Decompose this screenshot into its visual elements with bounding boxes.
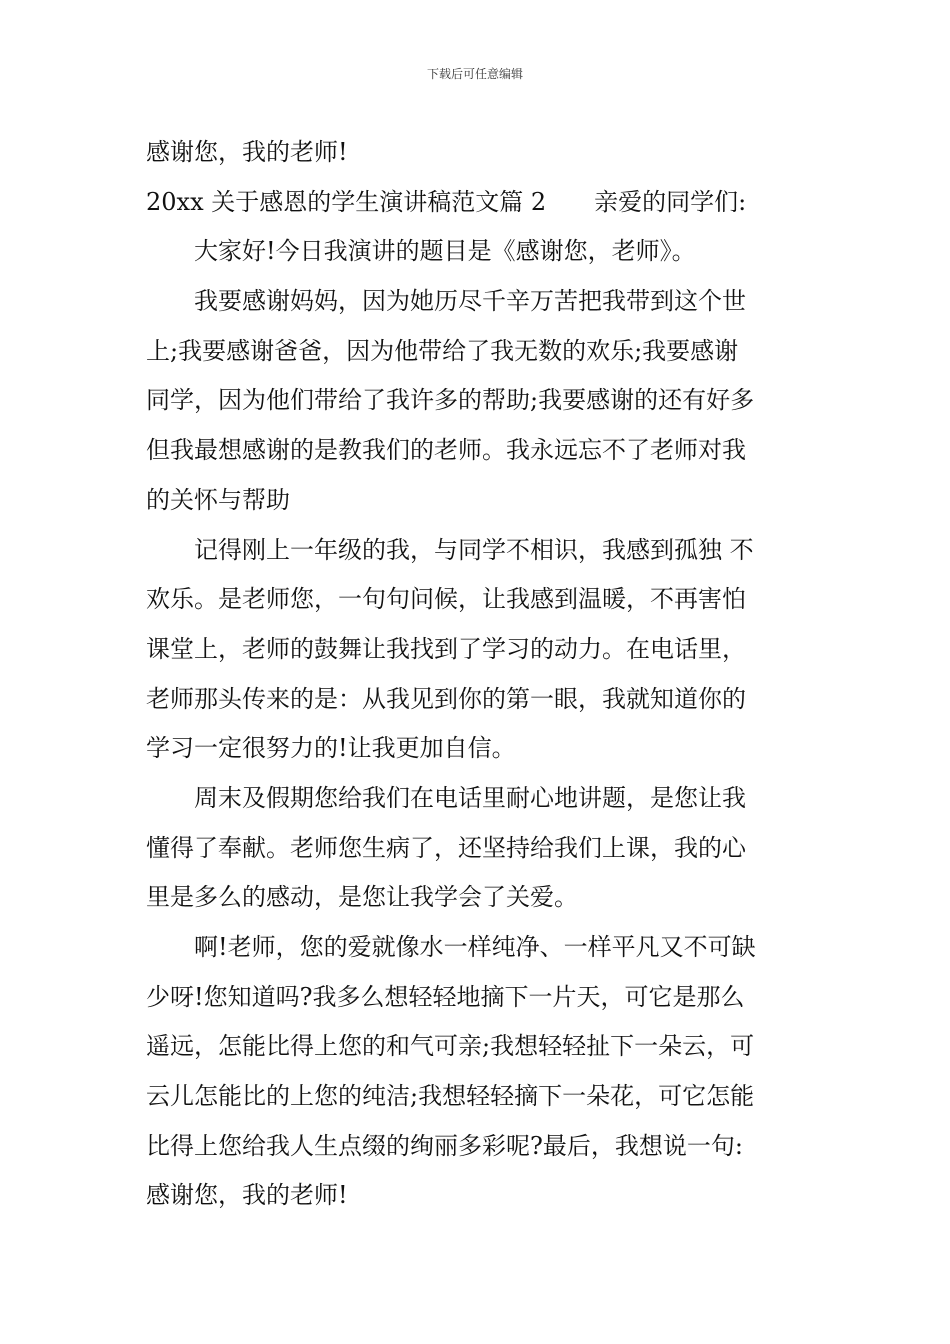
text-line: 课堂上，老师的鼓舞让我找到了学习的动力。在电话里， bbox=[146, 634, 746, 663]
text-line: 20xx 关于感恩的学生演讲稿范文篇 2 亲爱的同学们: bbox=[146, 187, 747, 216]
text-line: 学习一定很努力的!让我更加自信。 bbox=[146, 734, 516, 763]
text-line: 的关怀与帮助 bbox=[146, 485, 290, 514]
text-line: 但我最想感谢的是教我们的老师。我永远忘不了老师对我 bbox=[146, 436, 746, 465]
text-line: 周末及假期您给我们在电话里耐心地讲题，是您让我 bbox=[146, 783, 746, 812]
text-line: 大家好!今日我演讲的题目是《感谢您，老师》。 bbox=[146, 237, 696, 266]
text-line: 感谢您，我的老师! bbox=[146, 138, 348, 166]
text-line: 记得刚上一年级的我，与同学不相识，我感到孤独 不 bbox=[146, 535, 754, 564]
text-line: 我要感谢妈妈，因为她历尽千辛万苦把我带到这个世 bbox=[146, 287, 746, 316]
text-line: 少呀!您知道吗?我多么想轻轻地摘下一片天，可它是那么 bbox=[146, 982, 745, 1011]
text-line: 比得上您给我人生点缀的绚丽多彩呢?最后，我想说一句: bbox=[146, 1131, 743, 1160]
page-header: 下载后可任意编辑 bbox=[426, 67, 523, 81]
text-line: 遥远，怎能比得上您的和气可亲;我想轻轻扯下一朵云，可 bbox=[146, 1032, 755, 1061]
text-line: 上;我要感谢爸爸，因为他带给了我无数的欢乐;我要感谢 bbox=[146, 336, 739, 365]
text-line: 懂得了奉献。老师您生病了，还坚持给我们上课，我的心 bbox=[146, 833, 746, 862]
text-line: 啊!老师，您的爱就像水一样纯净、一样平凡又不可缺 bbox=[146, 933, 756, 961]
text-line: 同学，因为他们带给了我许多的帮助;我要感谢的还有好多 bbox=[146, 386, 755, 415]
text-line: 里是多么的感动，是您让我学会了关爱。 bbox=[146, 883, 578, 912]
text-line: 云儿怎能比的上您的纯洁;我想轻轻摘下一朵花，可它怎能 bbox=[146, 1082, 755, 1111]
text-line: 老师那头传来的是：从我见到你的第一眼，我就知道你的 bbox=[146, 684, 746, 713]
document-body bbox=[146, 128, 808, 1221]
text-line: 感谢您，我的老师! bbox=[146, 1181, 348, 1210]
text-line: 欢乐。是老师您，一句句问候，让我感到温暖，不再害怕 bbox=[146, 585, 746, 614]
